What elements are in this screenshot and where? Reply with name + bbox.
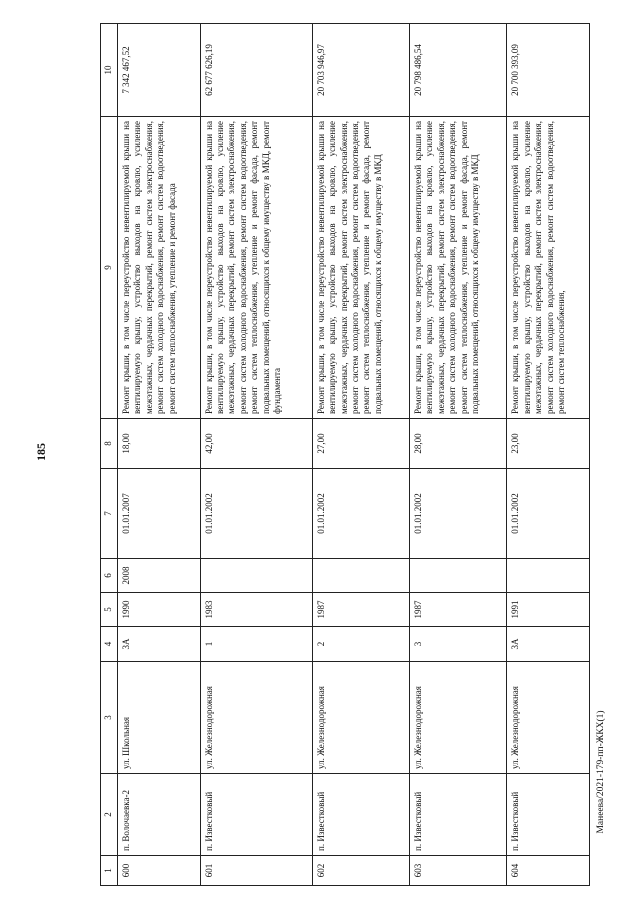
date-cell: 01.01.2002 xyxy=(312,469,409,559)
header-row xyxy=(101,24,118,886)
row-number: 600 xyxy=(118,856,201,886)
year-built-cell: 1991 xyxy=(507,593,590,627)
settlement-cell: п. Волочаевка-2 xyxy=(118,774,201,856)
area-cell: 18,00 xyxy=(118,419,201,469)
year-reconstr-cell xyxy=(200,559,312,593)
rotated-table-container xyxy=(100,24,590,886)
document-reference: Манеева/2021-179-пп-ЖКХ(1) xyxy=(596,710,606,834)
area-cell: 28,00 xyxy=(410,419,507,469)
header-cell: 7 xyxy=(101,469,118,559)
year-built-cell: 1987 xyxy=(410,593,507,627)
header-cell: 8 xyxy=(101,419,118,469)
settlement-cell: п. Известковый xyxy=(312,774,409,856)
house-cell: 1 xyxy=(200,627,312,662)
header-cell: 10 xyxy=(101,24,118,117)
table-row xyxy=(118,24,201,886)
page-number: 185 xyxy=(34,443,48,461)
street-cell: ул. Железнодорожная xyxy=(507,662,590,774)
header-cell: 3 xyxy=(101,662,118,774)
works-cell: Ремонт крыши, в том числе переустройство невентилируемой крыши на вентилируемую крышу, устройство выходов на кровлю, усиление межэтажных, чердачных перекрытий, ремонт систем электроснабжения, ремонт систем холодного водоснабжения, ремонт систем водоотведения, ремонт систем теплоснабжения, утепление и ремонт фасада, ремонт подвальных помещений, относящихся к общему имуществу в МКД xyxy=(410,117,507,419)
cost-cell: 20 703 946,97 xyxy=(312,24,409,117)
street-cell: ул. Железнодорожная xyxy=(200,662,312,774)
house-cell: 3 xyxy=(410,627,507,662)
street-cell: ул. Школьная xyxy=(118,662,201,774)
street-cell: ул. Железнодорожная xyxy=(312,662,409,774)
works-cell: Ремонт крыши, в том числе переустройство невентилируемой крыши на вентилируемую крышу, устройство выходов на кровлю, усиление межэтажных, чердачных перекрытий, ремонт систем электроснабжения, ремонт систем холодного водоснабжения, ремонт систем водоотведения, ремонт систем теплоснабжения, утепление и ремонт фасада xyxy=(118,117,201,419)
house-cell: 3А xyxy=(507,627,590,662)
row-number: 604 xyxy=(507,856,590,886)
table-row xyxy=(312,24,409,886)
works-cell: Ремонт крыши, в том числе переустройство невентилируемой крыши на вентилируемую крышу, устройство выходов на кровлю, усиление межэтажных, чердачных перекрытий, ремонт систем электроснабжения, ремонт систем холодного водоснабжения, ремонт систем водоотведения, ремонт систем теплоснабжения, утепление и ремонт фасада, ремонт подвальных помещений, относящихся к общему имуществу в МКД xyxy=(312,117,409,419)
year-reconstr-cell xyxy=(410,559,507,593)
rotated-table-wrapper xyxy=(100,24,590,886)
year-reconstr-cell xyxy=(312,559,409,593)
settlement-cell: п. Известковый xyxy=(410,774,507,856)
area-cell: 42,00 xyxy=(200,419,312,469)
header-cell: 9 xyxy=(101,117,118,419)
cost-cell: 62 677 626,19 xyxy=(200,24,312,117)
table-row xyxy=(507,24,590,886)
header-cell: 2 xyxy=(101,774,118,856)
date-cell: 01.01.2002 xyxy=(507,469,590,559)
header-cell: 6 xyxy=(101,559,118,593)
works-cell: Ремонт крыши, в том числе переустройство невентилируемой крыши на вентилируемую крышу, устройство выходов на кровлю, усиление межэтажных, чердачных перекрытий, ремонт систем электроснабжения, ремонт систем холодного водоснабжения, ремонт систем водоотведения, ремонт систем теплоснабжения, xyxy=(507,117,590,419)
header-cell: 1 xyxy=(101,856,118,886)
row-number: 601 xyxy=(200,856,312,886)
date-cell: 01.01.2002 xyxy=(200,469,312,559)
settlement-cell: п. Известковый xyxy=(200,774,312,856)
header-cell: 4 xyxy=(101,627,118,662)
area-cell: 27,00 xyxy=(312,419,409,469)
house-cell: 3А xyxy=(118,627,201,662)
cost-cell: 20 798 486,54 xyxy=(410,24,507,117)
works-cell: Ремонт крыши, в том числе переустройство невентилируемой крыши на вентилируемую крышу, устройство выходов на кровлю, усиление межэтажных, чердачных перекрытий, ремонт систем электроснабжения, ремонт систем холодного водоснабжения, ремонт систем водоотведения, ремонт систем теплоснабжения, утепление и ремонт фасада, ремонт подвальных помещений, относящихся к общему имуществу в МКД, ремонт фундамента xyxy=(200,117,312,419)
area-cell: 23,00 xyxy=(507,419,590,469)
settlement-cell: п. Известковый xyxy=(507,774,590,856)
cost-cell: 7 342 467,52 xyxy=(118,24,201,117)
repair-program-table xyxy=(100,23,590,886)
year-reconstr-cell xyxy=(507,559,590,593)
street-cell: ул. Железнодорожная xyxy=(410,662,507,774)
year-built-cell: 1983 xyxy=(200,593,312,627)
row-number: 603 xyxy=(410,856,507,886)
year-reconstr-cell: 2008 xyxy=(118,559,201,593)
house-cell: 2 xyxy=(312,627,409,662)
cost-cell: 20 700 393,09 xyxy=(507,24,590,117)
date-cell: 01.01.2007 xyxy=(118,469,201,559)
date-cell: 01.01.2002 xyxy=(410,469,507,559)
row-number: 602 xyxy=(312,856,409,886)
table-row xyxy=(410,24,507,886)
year-built-cell: 1987 xyxy=(312,593,409,627)
header-cell: 5 xyxy=(101,593,118,627)
table-row xyxy=(200,24,312,886)
year-built-cell: 1990 xyxy=(118,593,201,627)
